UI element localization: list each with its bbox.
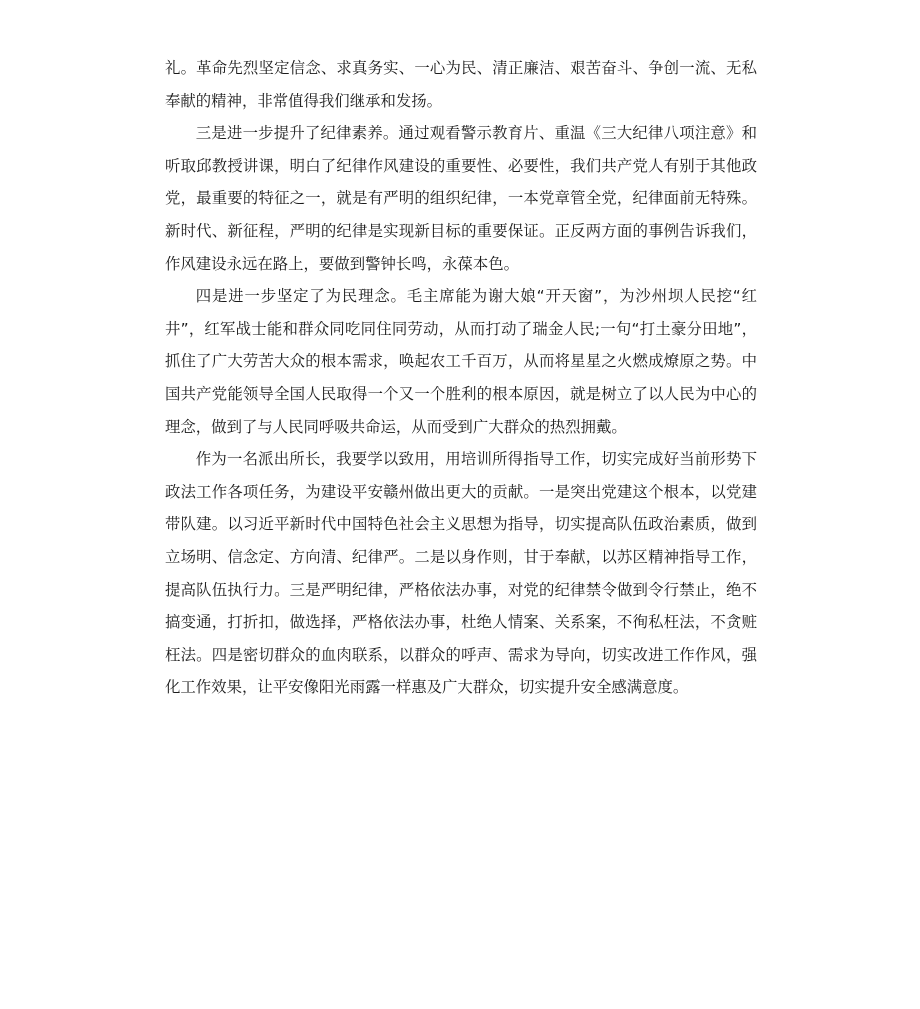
paragraph-discipline: 三是进一步提升了纪律素养。通过观看警示教育片、重温《三大纪律八项注意》和听取邱教授讲课，明白了纪律作风建设的重要性、必要性，我们共产党人有别于其他政党，最重要的特征之一，就是有严明的组织纪律，一本党章管全党，纪律面前无特殊。新时代、新征程，严明的纪律是实现新目标的重要保证。正反两方面的事例告诉我们，作风建设永远在路上，要做到警钟长鸣，永葆本色。 — [165, 124, 757, 273]
paragraph-people-first: 四是进一步坚定了为民理念。毛主席能为谢大娘“开天窗”，为沙州坝人民挖“红井”，红军战士能和群众同吃同住同劳动，从而打动了瑞金人民;一句“打土豪分田地”，抓住了广大劳苦大众的根本需求，唤起农工千百万，从而将星星之火燃成燎原之势。中国共产党能领导全国人民取得一个又一个胜利的根本原因，就是树立了以人民为中心的理念，做到了与人民同呼吸共命运，从而受到广大群众的热烈拥戴。 — [165, 287, 757, 436]
paragraph-action-plan: 作为一名派出所长，我要学以致用，用培训所得指导工作，切实完成好当前形势下政法工作各项任务，为建设平安赣州做出更大的贡献。一是突出党建这个根本，以党建带队建。以习近平新时代中国特色社会主义思想为指导，切实提高队伍政治素质，做到立场明、信念定、方向清、纪律严。二是以身作则，甘于奉献，以苏区精神指导工作，提高队伍执行力。三是严明纪律，严格依法办事，对党的纪律禁令做到令行禁止，绝不搞变通，打折扣，做选择，严格依法办事，杜绝人情案、关系案，不徇私枉法，不贪赃枉法。四是密切群众的血肉联系，以群众的呼声、需求为导向，切实改进工作作风，强化工作效果，让平安像阳光雨露一样惠及广大群众，切实提升安全感满意度。 — [165, 450, 757, 697]
document-body — [165, 52, 757, 704]
paragraph-continuation: 礼。革命先烈坚定信念、求真务实、一心为民、清正廉洁、艰苦奋斗、争创一流、无私奉献的精神，非常值得我们继承和发扬。 — [165, 59, 757, 110]
